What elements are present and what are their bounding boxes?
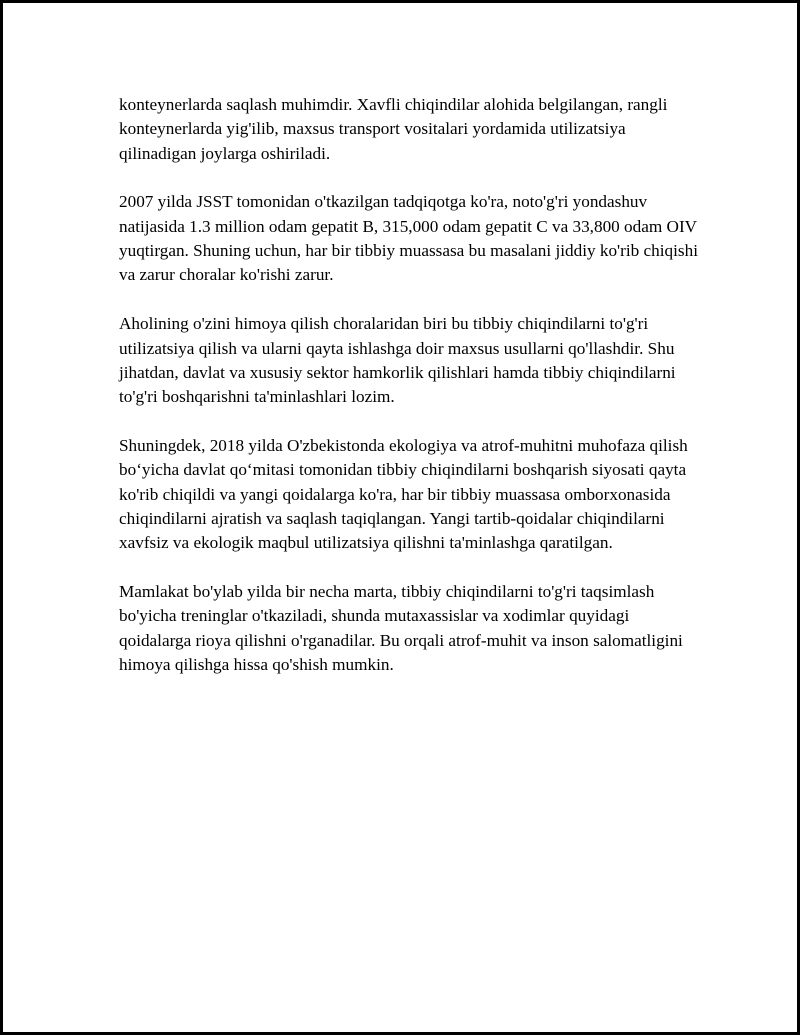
paragraph-2: 2007 yilda JSST tomonidan o'tkazilgan tadqiqotga ko'ra, noto'g'ri yondashuv natijasida 1.3 million odam gepatit B, 315,000 odam gepatit C va 33,800 odam OIV yuqtirgan. Shuning uchun, har bir tibbiy muassasa bu masalani jiddiy ko'rib chiqishi va zarur choralar ko'rishi zarur. [119, 192, 698, 285]
paragraph-3: Aholining o'zini himoya qilish choralaridan biri bu tibbiy chiqindilarni to'g'ri utilizatsiya qilish va ularni qayta ishlashga doir maxsus usullarni qo'llashdir. Shu jihatdan, davlat va xususiy sektor hamkorlik qilishlari hamda tibbiy chiqindilarni to'g'ri boshqarishni ta'minlashlari lozim. [119, 314, 676, 407]
paragraph-5: Mamlakat bo'ylab yilda bir necha marta, tibbiy chiqindilarni to'g'ri taqsimlash bo'yicha treninglar o'tkaziladi, shunda mutaxassislar va xodimlar quyidagi qoidalarga rioya qilishni o'rganadilar. Bu orqali atrof-muhit va inson salomatligini himoya qilishga hissa qo'shish mumkin. [119, 582, 683, 675]
paragraph-4: Shuningdek, 2018 yilda O'zbekistonda ekologiya va atrof-muhitni muhofaza qilish bo‘yicha davlat qo‘mitasi tomonidan tibbiy chiqindilarni boshqarish siyosati qayta ko'rib chiqildi va yangi qoidalarga ko'ra, har bir tibbiy muassasa omborxonasida chiqindilarni ajratish va saqlash taqiqlangan. Yangi tartib-qoidalar chiqindilarni xavfsiz va ekologik maqbul utilizatsiya qilishni ta'minlashga qaratilgan. [119, 436, 688, 553]
paragraph-1: konteynerlarda saqlash muhimdir. Xavfli chiqindilar alohida belgilangan, rangli konteynerlarda yig'ilib, maxsus transport vositalari yordamida utilizatsiya qilinadigan joylarga oshiriladi. [119, 95, 668, 163]
document-body [119, 93, 699, 702]
